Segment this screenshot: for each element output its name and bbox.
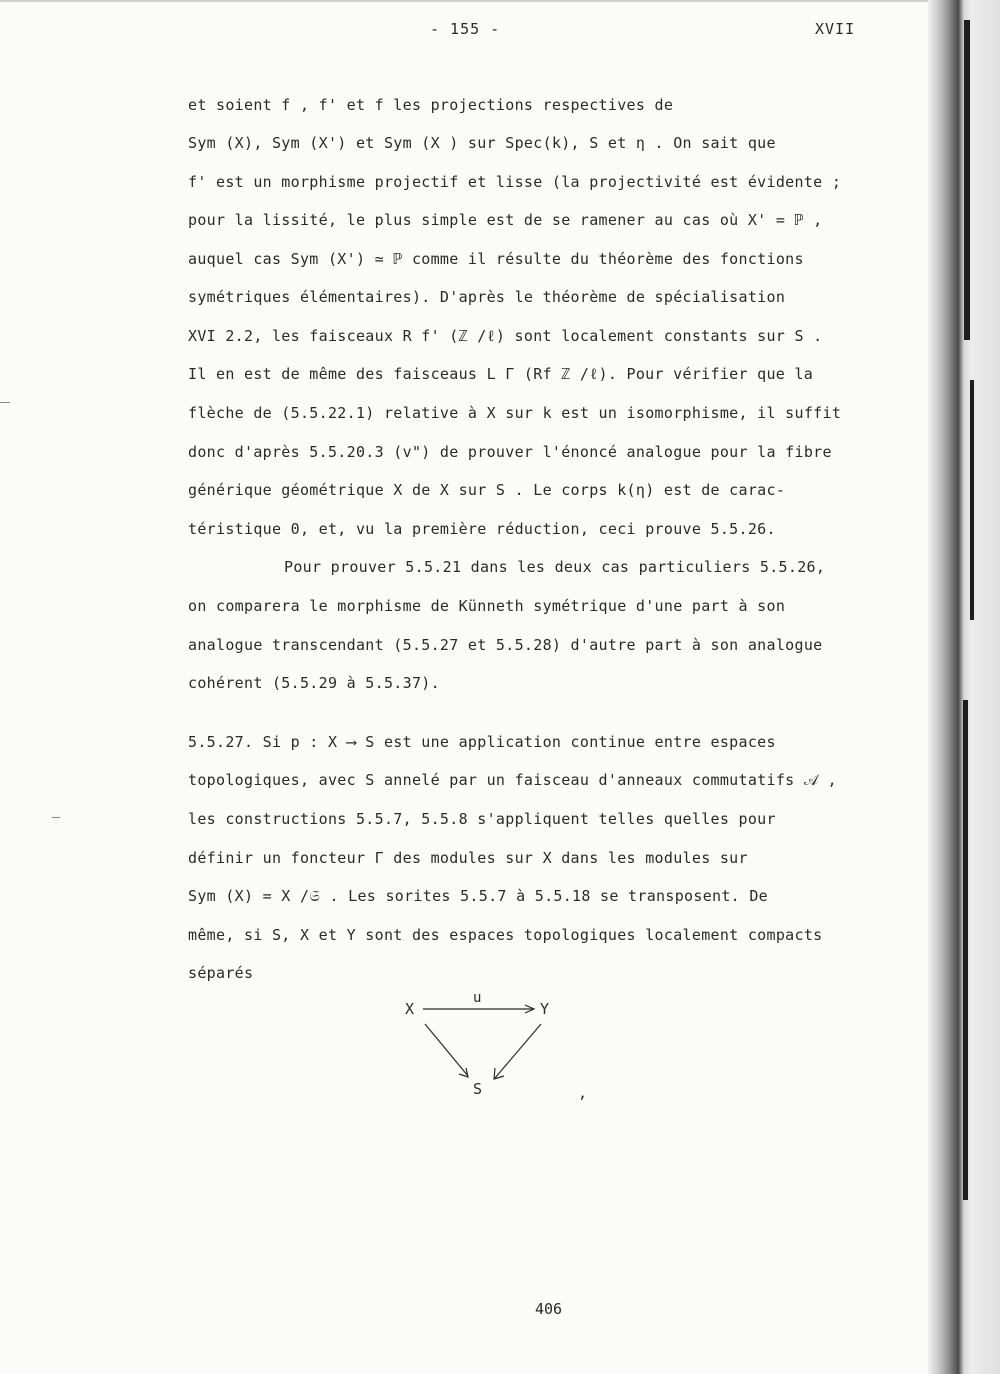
text-line: 5.5.27. Si p : X ⟶ S est une application continue entre espaces xyxy=(188,733,776,751)
text-line: donc d'après 5.5.20.3 (v") de prouver l'énoncé analogue pour la fibre xyxy=(188,443,832,461)
page-number: - 155 - xyxy=(430,20,501,38)
text-line: Pour prouver 5.5.21 dans les deux cas particuliers 5.5.26, xyxy=(284,558,826,576)
text-line: cohérent (5.5.29 à 5.5.37). xyxy=(188,674,440,692)
text-line: symétriques élémentaires). D'après le théorème de spécialisation xyxy=(188,288,786,306)
text-line: flèche de (5.5.22.1) relative à X sur k est un isomorphisme, il suffit xyxy=(188,404,842,422)
text-line: pour la lissité, le plus simple est de se ramener au cas où X' = ℙ , xyxy=(188,211,823,229)
folio-number: 406 xyxy=(535,1300,563,1318)
commutative-diagram xyxy=(395,990,555,1100)
top-rule xyxy=(0,0,930,2)
text-line: définir un foncteur Γ des modules sur X dans les modules sur xyxy=(188,849,748,867)
text-line: et soient f , f' et f les projections respectives de xyxy=(188,96,674,114)
text-line: auquel cas Sym (X') ≃ ℙ comme il résulte du théorème des fonctions xyxy=(188,250,804,268)
arrow-Y-to-S xyxy=(495,1024,541,1078)
text-line: séparés xyxy=(188,964,254,982)
text-line: f' est un morphisme projectif et lisse (la projectivité est évidente ; xyxy=(188,173,842,191)
text-line: Sym (X) = X /𝔖 . Les sorites 5.5.7 à 5.5.18 se transposent. De xyxy=(188,887,769,905)
chapter-number: XVII xyxy=(815,20,856,38)
text-line: analogue transcendant (5.5.27 et 5.5.28) d'autre part à son analogue xyxy=(188,636,823,654)
text-line: Il en est de même des faisceaus L Γ (Rf ℤ /ℓ). Pour vérifier que la xyxy=(188,365,814,383)
text-line: téristique 0, et, vu la première réduction, ceci prouve 5.5.26. xyxy=(188,520,776,538)
text-line: topologiques, avec S annelé par un faisceau d'anneaux commutatifs 𝒜 , xyxy=(188,771,837,789)
margin-mark xyxy=(52,817,60,818)
text-line: même, si S, X et Y sont des espaces topologiques localement compacts xyxy=(188,926,823,944)
diagram-trailing-comma: , xyxy=(578,1084,588,1102)
diagram-base-S: S xyxy=(473,1080,483,1098)
diagram-source-X: X xyxy=(405,1000,415,1018)
arrow-X-to-S xyxy=(425,1024,468,1076)
text-line: on comparera le morphisme de Künneth symétrique d'une part à son xyxy=(188,597,786,615)
diagram-label-u: u xyxy=(473,990,482,1006)
diagram-target-Y: Y xyxy=(540,1000,550,1018)
arrow-X-to-S-head xyxy=(459,1068,468,1077)
text-line: les constructions 5.5.7, 5.5.8 s'appliquent telles quelles pour xyxy=(188,810,776,828)
text-line: XVI 2.2, les faisceaux R f' (ℤ /ℓ) sont localement constants sur S . xyxy=(188,327,823,345)
text-line: générique géométrique X de X sur S . Le corps k(η) est de carac- xyxy=(188,481,786,499)
margin-mark xyxy=(0,402,10,403)
binding-edge-shadow xyxy=(928,0,1000,1374)
text-line: Sym (X), Sym (X') et Sym (X ) sur Spec(k), S et η . On sait que xyxy=(188,134,776,152)
